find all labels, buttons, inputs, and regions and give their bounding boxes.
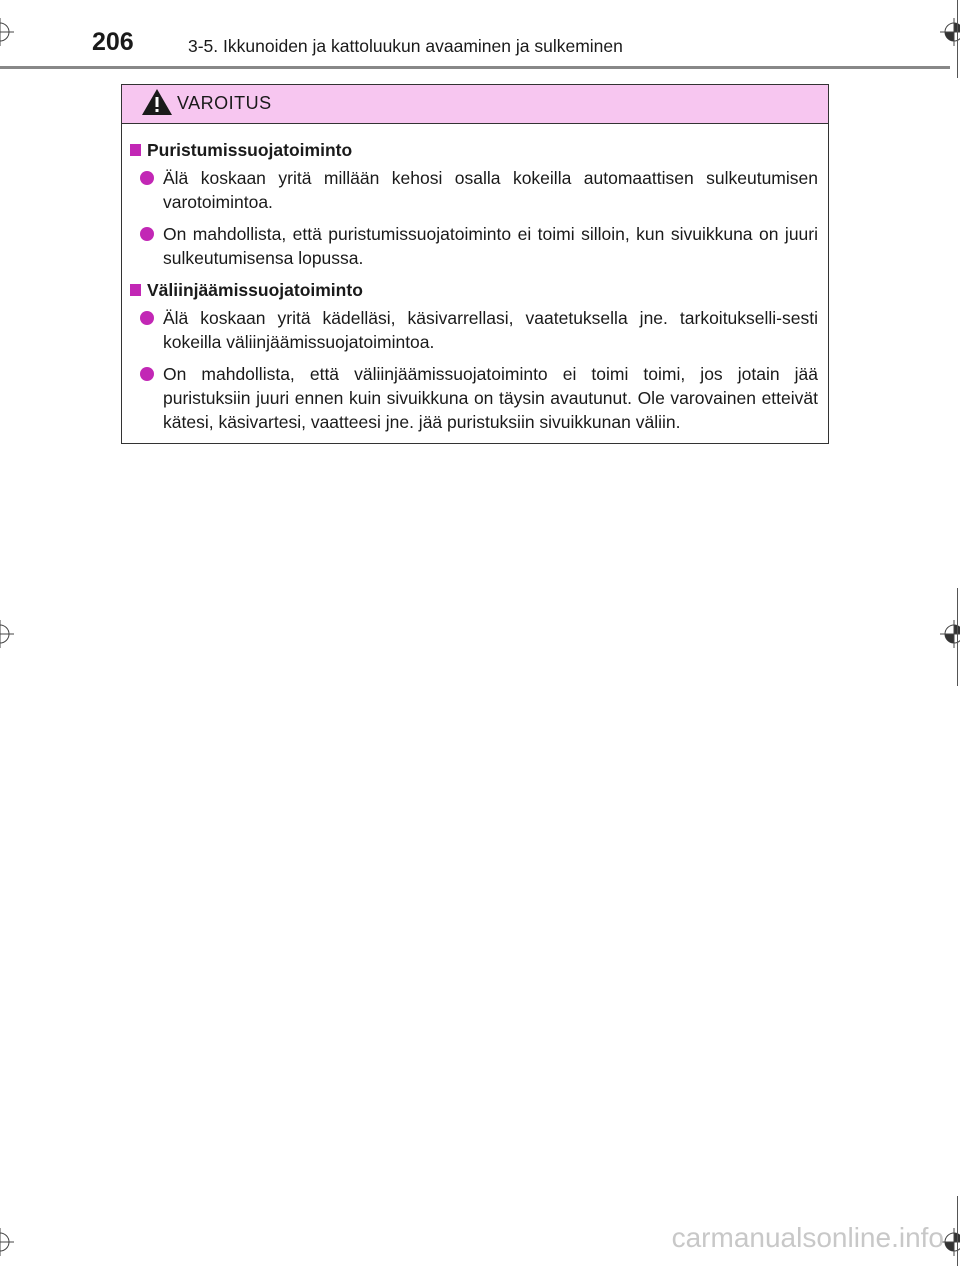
circle-bullet-icon — [140, 227, 154, 241]
warning-body — [122, 124, 828, 434]
section-heading-text: Puristumissuojatoiminto — [147, 140, 353, 160]
section-heading-jam-protection — [130, 278, 818, 302]
header-divider — [0, 66, 950, 69]
page-number: 206 — [92, 28, 134, 56]
crop-mark-middle-left — [0, 620, 14, 648]
list-item — [130, 166, 818, 214]
crop-mark-top-left — [0, 18, 14, 46]
trim-line-right-top — [957, 0, 958, 78]
warning-box — [121, 84, 829, 444]
warning-header — [122, 85, 828, 124]
list-item-text: On mahdollista, että puristumissuojatoiminto ei toimi silloin, kun sivuikkuna on juuri sulkeutumisensa lopussa. — [163, 224, 818, 268]
warning-title: VAROITUS — [177, 93, 272, 113]
list-item — [130, 362, 818, 434]
crop-mark-bottom-left — [0, 1228, 14, 1256]
section-title: 3-5. Ikkunoiden ja kattoluukun avaaminen ja sulkeminen — [188, 36, 623, 56]
square-bullet-icon — [130, 284, 141, 296]
warning-triangle-icon — [141, 88, 173, 116]
trim-line-right-middle — [957, 588, 958, 686]
list-item-text: On mahdollista, että väliinjäämissuojatoiminto ei toimi toimi, jos jotain jää puristuksiin juuri ennen kuin sivuikkuna on täysin avautunut. Ole varovainen etteivät kätesi, käsivartesi, vaatteesi jne. jää puristuksiin sivuikkunan väliin. — [163, 364, 818, 432]
list-item-text: Älä koskaan yritä kädelläsi, käsivarrellasi, vaatetuksella jne. tarkoitukselli-sesti kokeilla väliinjäämissuojatoimintoa. — [163, 308, 818, 352]
square-bullet-icon — [130, 144, 141, 156]
list-item — [130, 306, 818, 354]
section-heading-pinch-protection — [130, 138, 818, 162]
trim-line-right-bottom — [957, 1196, 958, 1266]
circle-bullet-icon — [140, 367, 154, 381]
list-item — [130, 222, 818, 270]
watermark: carmanualsonline.info — [671, 1222, 944, 1253]
circle-bullet-icon — [140, 171, 154, 185]
section-heading-text: Väliinjäämissuojatoiminto — [147, 280, 363, 300]
list-item-text: Älä koskaan yritä millään kehosi osalla kokeilla automaattisen sulkeutumisen varotoimintoa. — [163, 168, 818, 212]
circle-bullet-icon — [140, 311, 154, 325]
